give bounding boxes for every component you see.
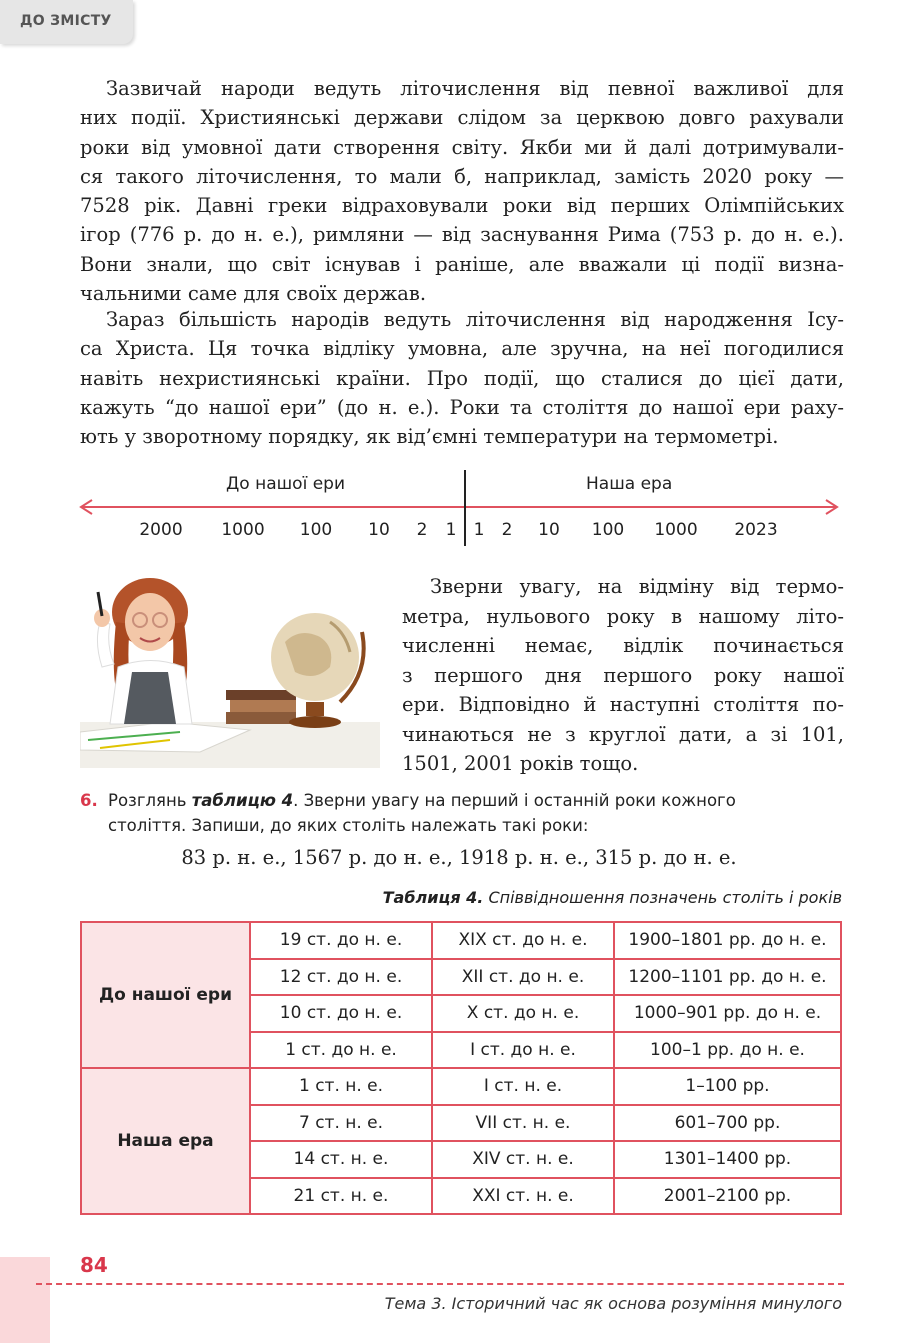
timeline-bce-label: До нашої ери bbox=[226, 474, 345, 494]
table-cell: VII ст. н. е. bbox=[432, 1105, 614, 1142]
table-cell: 601–700 рр. bbox=[614, 1105, 841, 1142]
timeline-tick: 1000 bbox=[221, 520, 265, 540]
note-line: 1501, 2001 років тощо. bbox=[402, 752, 639, 775]
table-cell: 7 ст. н. е. bbox=[250, 1105, 432, 1142]
paragraph-line: навіть нехристиянські країни. Про події, що сталися до цієї дати, bbox=[80, 366, 844, 390]
note-line: метра, нульового року в нашому літо- bbox=[402, 604, 844, 628]
paragraph-line: са Христа. Ця точка відліку умовна, але зручна, на неї погодилися bbox=[80, 337, 844, 361]
table-caption-text: Співвідношення позначень століть і років bbox=[483, 888, 842, 907]
timeline-tick: 2 bbox=[501, 520, 513, 540]
note-line: чинаються не з круглої дати, а зі 101, bbox=[402, 722, 844, 746]
task-text: Розглянь bbox=[108, 791, 192, 810]
table-cell: 100–1 рр. до н. е. bbox=[614, 1032, 841, 1069]
timeline-tick: 2 bbox=[416, 520, 428, 540]
timeline bbox=[78, 468, 842, 548]
task-line-1 bbox=[108, 788, 736, 813]
table-cell: I ст. до н. е. bbox=[432, 1032, 614, 1069]
timeline-tick: 100 bbox=[591, 520, 625, 540]
table-cell: 1 ст. н. е. bbox=[250, 1068, 432, 1105]
paragraph-line: ігор (776 р. до н. е.), римляни — від заснування Рима (753 р. до н. е.). bbox=[80, 223, 844, 247]
table-cell: 2001–2100 рр. bbox=[614, 1178, 841, 1215]
timeline-tick: 10 bbox=[368, 520, 390, 540]
paragraph-line: Зараз більшість народів ведуть літочислення від народження Ісу- bbox=[106, 308, 844, 331]
footer-divider bbox=[36, 1283, 844, 1285]
paragraph-1 bbox=[80, 74, 844, 308]
table-cell: 1301–1400 рр. bbox=[614, 1141, 841, 1178]
note-line: ери. Відповідно й наступні століття по- bbox=[402, 693, 844, 716]
paragraph-line: роки від умовної дати створення світу. Якби ми й далі дотримували- bbox=[80, 135, 844, 159]
table-cell: XXI ст. н. е. bbox=[432, 1178, 614, 1215]
task-years: 83 р. н. е., 1567 р. до н. е., 1918 р. н. е., 315 р. до н. е. bbox=[181, 846, 737, 869]
note-line: з першого дня першого року нашої bbox=[402, 663, 844, 687]
table-cell: 1000–901 рр. до н. е. bbox=[614, 995, 841, 1032]
task-text: . Зверни увагу на перший і останній роки кожного bbox=[293, 791, 736, 810]
task-table-reference: таблицю 4 bbox=[191, 791, 294, 810]
paragraph-line: 7528 рік. Давні греки відраховували роки від перших Олімпійських bbox=[80, 194, 844, 218]
table-row bbox=[81, 1068, 841, 1105]
timeline-tick: 10 bbox=[538, 520, 560, 540]
table-cell: 21 ст. н. е. bbox=[250, 1178, 432, 1215]
timeline-tick: 2023 bbox=[734, 520, 778, 540]
table-cell: 1 ст. до н. е. bbox=[250, 1032, 432, 1069]
footer-topic: Тема 3. Історичний час як основа розуміння минулого bbox=[384, 1294, 842, 1313]
table-cell: 14 ст. н. е. bbox=[250, 1141, 432, 1178]
paragraph-2 bbox=[80, 305, 844, 451]
paragraph-line: чальними саме для своїх держав. bbox=[80, 282, 427, 306]
back-to-contents-button[interactable] bbox=[0, 0, 133, 44]
table-cell: 1–100 рр. bbox=[614, 1068, 841, 1105]
table-row bbox=[81, 922, 841, 959]
timeline-tick: 1 bbox=[445, 520, 457, 540]
note-paragraph bbox=[402, 572, 844, 779]
timeline-tick: 1 bbox=[473, 520, 485, 540]
timeline-axis bbox=[78, 468, 842, 548]
page-number: 84 bbox=[80, 1253, 108, 1277]
era-cell: Наша ера bbox=[81, 1068, 250, 1214]
timeline-ce-label: Наша ера bbox=[586, 474, 673, 494]
paragraph-line: ся такого літочислення, то мали б, наприклад, замість 2020 року — bbox=[80, 164, 844, 188]
table-cell: XII ст. до н. е. bbox=[432, 959, 614, 996]
table-caption-title: Таблиця 4. bbox=[382, 888, 484, 907]
note-line: Зверни увагу, на відміну від термо- bbox=[430, 575, 844, 598]
table-cell: 1200–1101 рр. до н. е. bbox=[614, 959, 841, 996]
era-cell: До нашої ери bbox=[81, 922, 250, 1068]
back-to-contents-label: ДО ЗМІСТУ bbox=[20, 13, 112, 29]
task-line-2: століття. Запиши, до яких століть належать такі роки: bbox=[108, 816, 589, 835]
centuries-table bbox=[80, 921, 842, 1215]
table-cell: 10 ст. до н. е. bbox=[250, 995, 432, 1032]
paragraph-line: Вони знали, що світ існував і раніше, але вважали ці події визна- bbox=[80, 252, 844, 276]
table-cell: X ст. до н. е. bbox=[432, 995, 614, 1032]
table-cell: 1900–1801 рр. до н. е. bbox=[614, 922, 841, 959]
table-cell: 19 ст. до н. е. bbox=[250, 922, 432, 959]
paragraph-line: кажуть “до нашої ери” (до н. е.). Роки та століття до нашої ери раху- bbox=[80, 395, 844, 419]
table-cell: I ст. н. е. bbox=[432, 1068, 614, 1105]
paragraph-line: Зазвичай народи ведуть літочислення від певної важливої для bbox=[106, 77, 844, 100]
table-cell: 12 ст. до н. е. bbox=[250, 959, 432, 996]
table-cell: XIV ст. н. е. bbox=[432, 1141, 614, 1178]
paragraph-line: ють у зворотному порядку, як від’ємні температури на термометрі. bbox=[80, 425, 779, 449]
page-corner-decoration bbox=[0, 1257, 50, 1343]
timeline-tick: 2000 bbox=[139, 520, 183, 540]
timeline-tick: 1000 bbox=[654, 520, 698, 540]
table-cell: XIX ст. до н. е. bbox=[432, 922, 614, 959]
table-caption bbox=[383, 888, 842, 907]
girl-with-globe-image bbox=[80, 572, 380, 768]
timeline-tick: 100 bbox=[299, 520, 333, 540]
task-number: 6. bbox=[80, 791, 98, 810]
paragraph-line: них події. Християнські держави слідом за церквою довго рахували bbox=[80, 106, 844, 130]
note-line: численні немає, відлік починається bbox=[402, 634, 844, 657]
